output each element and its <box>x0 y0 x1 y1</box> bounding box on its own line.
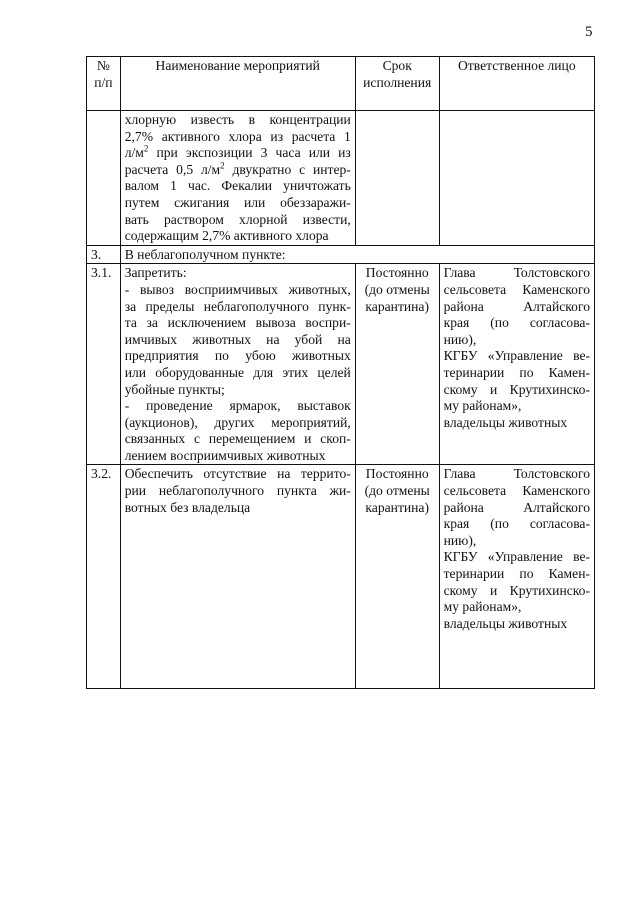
header-number: № п/п <box>87 57 121 111</box>
text-line: района Алтайского <box>443 298 590 314</box>
header-deadline: Срок исполнения <box>355 57 439 111</box>
table-row-section <box>87 245 595 264</box>
section-number: 3. <box>87 245 121 264</box>
text-line: му районам», <box>443 599 522 615</box>
text-line: - проведение ярмарок, выставок <box>124 398 351 414</box>
measures-table <box>86 56 595 689</box>
text-line: нию), <box>443 532 477 548</box>
section-title: В неблагополучном пункте: <box>120 245 594 264</box>
text-line: имчивых животных на убой на <box>124 331 351 347</box>
text-line: содержащим 2,7% активного хлора <box>124 228 329 244</box>
text-line: вотных без владельца <box>124 499 251 515</box>
header-responsible: Ответственное лицо <box>439 57 594 111</box>
text-line: сельсовета Каменского <box>443 281 590 297</box>
text-line: владельцы животных <box>443 414 568 430</box>
text-line: района Алтайского <box>443 499 590 515</box>
text-line: КГБУ «Управление ве- <box>443 348 590 364</box>
row-measure <box>120 465 355 689</box>
text-line: края (по согласова- <box>443 516 590 532</box>
table-row <box>87 264 595 465</box>
row-number: 3.1. <box>87 264 121 465</box>
text-line: скому и Крутихинско- <box>443 381 590 397</box>
text-line: та за исключением вывоза воспри- <box>124 315 351 331</box>
row-number: 3.2. <box>87 465 121 689</box>
text-line: му районам», <box>443 398 522 414</box>
row-responsible <box>439 264 594 465</box>
text-line: КГБУ «Управление ве- <box>443 549 590 565</box>
text-line: края (по согласова- <box>443 315 590 331</box>
table-row <box>87 465 595 689</box>
header-measure-name: Наименование мероприятий <box>120 57 355 111</box>
text-line: владельцы животных <box>443 615 568 631</box>
row-deadline <box>355 264 439 465</box>
row-responsible <box>439 465 594 689</box>
cell-measure-continuation <box>120 111 355 246</box>
text-line: - вывоз восприимчивых животных, <box>124 281 351 297</box>
text-line: 2,7% активного хлора из расчета 1 <box>124 128 351 144</box>
text-line: связанных с перемещением и скоп- <box>124 431 351 447</box>
text-line: (до отмены <box>364 483 430 499</box>
text-line: предприятия по убою животных <box>124 348 351 364</box>
text-line: (аукционов), других мероприятий, <box>124 414 351 430</box>
text-line: Запретить: <box>124 265 187 281</box>
text-line: Постоянно <box>365 265 429 281</box>
text-line: Глава Толстовского <box>443 265 590 281</box>
text-line: убойные пункты; <box>124 381 225 397</box>
text-line: карантина) <box>365 298 429 314</box>
row-deadline <box>355 465 439 689</box>
row-measure <box>120 264 355 465</box>
text-line: нию), <box>443 331 477 347</box>
text-line: хлорную известь в концентрации <box>124 112 351 127</box>
text-line: лением восприимчивых животных <box>124 447 326 463</box>
text-line: Постоянно <box>365 466 429 482</box>
cell-number <box>87 111 121 246</box>
text-line: расчета 0,5 $л/м^2$ двукратно с интер- <box>124 160 351 177</box>
text-line: теринарии по Камен- <box>443 566 590 582</box>
text-line: вать раствором хлорной извести, <box>124 211 351 227</box>
text-line: Глава Толстовского <box>443 466 590 482</box>
text-line: карантина) <box>365 499 429 515</box>
text-line: сельсовета Каменского <box>443 483 590 499</box>
text-line: $л/м^2$ при экспозиции 3 часа или из <box>124 143 351 161</box>
text-line: за пределы неблагополучного пунк- <box>124 298 351 314</box>
page-number: 5 <box>585 24 593 40</box>
text-line: скому и Крутихинско- <box>443 582 590 598</box>
text-line: рии неблагополучного пункта жи- <box>124 483 351 499</box>
text-line: путем сжигания или обеззаражи- <box>124 194 351 210</box>
text-line: или оборудованные для этих целей <box>124 364 351 380</box>
text-line: теринарии по Камен- <box>443 364 590 380</box>
cell-responsible <box>439 111 594 246</box>
text-line: валом 1 час. Фекалии уничтожать <box>124 178 351 194</box>
table-header-row <box>87 57 595 111</box>
table-row-continuation <box>87 111 595 246</box>
text-line: (до отмены <box>364 281 430 297</box>
cell-deadline <box>355 111 439 246</box>
text-line: Обеспечить отсутствие на террито- <box>124 466 351 482</box>
